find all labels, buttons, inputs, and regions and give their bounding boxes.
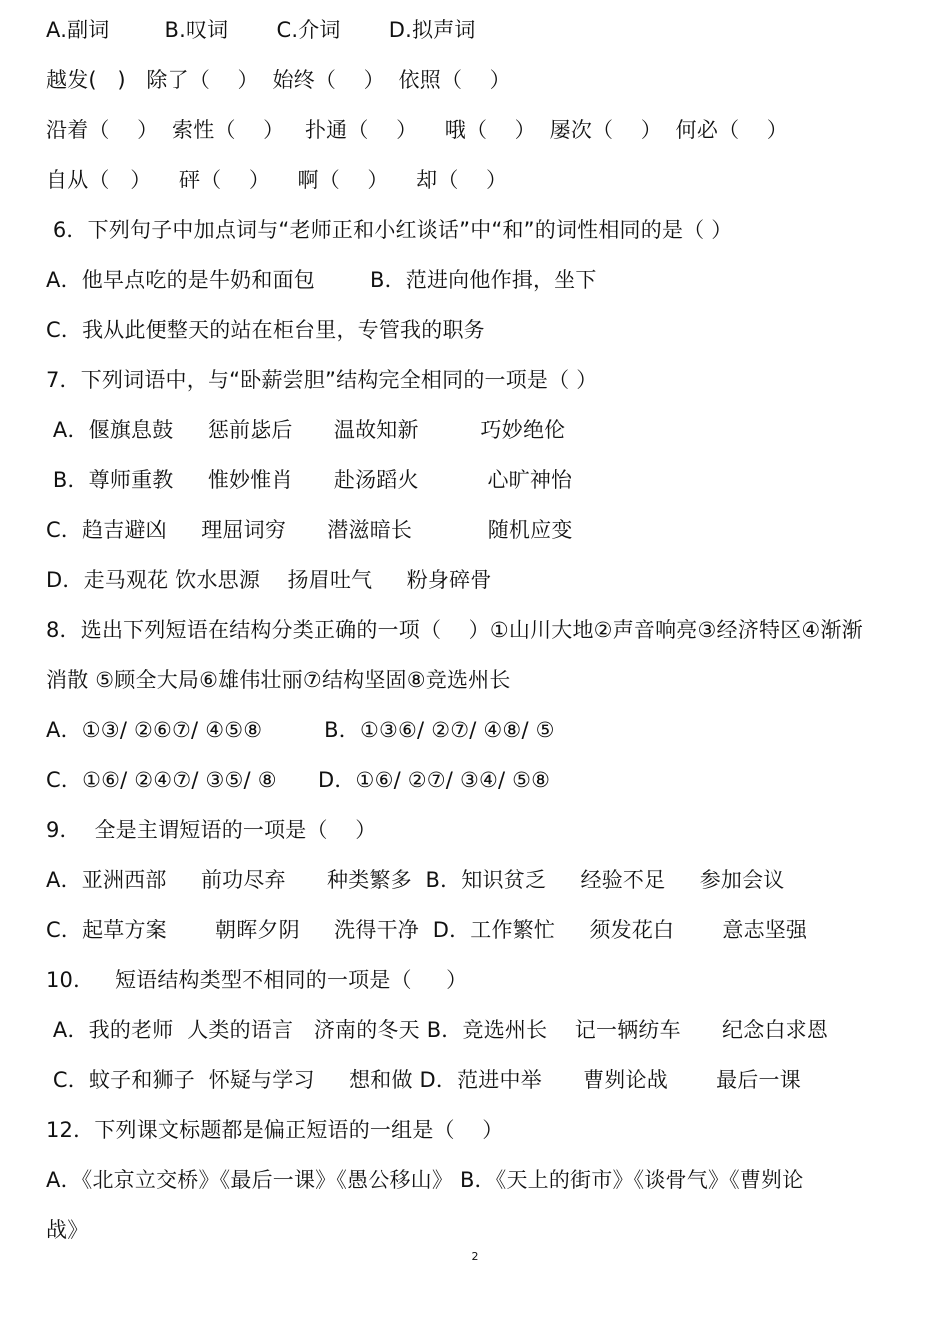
question-6-option-c: C．我从此便整天的站在柜台里，专管我的职务 — [46, 318, 485, 342]
question-7-option-d: D．走马观花 饮水思源 扬眉吐气 粉身碎骨 — [46, 568, 492, 592]
word-blank-row-1: 越发( ) 除了（ ） 始终（ ） 依照（ ） — [46, 68, 511, 92]
question-6-options-ab: A．他早点吃的是牛奶和面包 B．范进向他作揖，坐下 — [46, 268, 597, 292]
question-8-options-cd: C．①⑥/ ②④⑦/ ③⑤/ ⑧ D．①⑥/ ②⑦/ ③④/ ⑤⑧ — [46, 768, 551, 792]
page-number: 2 — [471, 1250, 479, 1263]
question-7-option-c: C．趋吉避凶 理屈词穷 潜滋暗长 随机应变 — [46, 518, 573, 542]
question-6: 6．下列句子中加点词与“老师正和小红谈话”中“和”的词性相同的是（ ） — [46, 218, 733, 242]
question-12: 12．下列课文标题都是偏正短语的一组是（ ） — [46, 1118, 504, 1142]
question-9-options-cd: C．起草方案 朝晖夕阴 洗得干净 D．工作繁忙 须发花白 意志坚强 — [46, 918, 808, 942]
question-7-option-b: B．尊师重教 惟妙惟肖 赴汤蹈火 心旷神怡 — [46, 468, 573, 492]
question-10: 10． 短语结构类型不相同的一项是（ ） — [46, 968, 468, 992]
answer-options-word-classes: A.副词 B.叹词 C.介词 D.拟声词 — [46, 18, 476, 42]
word-blank-row-3: 自从（ ） 砰（ ） 啊（ ） 却（ ） — [46, 168, 508, 192]
question-12-options-ab: A．《北京立交桥》《最后一课》《愚公移山》 B．《天上的街市》《谈骨气》《曹刿论 — [46, 1168, 804, 1192]
question-10-options-cd: C．蚊子和狮子 怀疑与学习 想和做 D．范进中举 曹刿论战 最后一课 — [46, 1068, 801, 1092]
question-10-options-ab: A．我的老师 人类的语言 济南的冬天 B．竞选州长 记一辆纺车 纪念白求恩 — [46, 1018, 829, 1042]
question-8: 8．选出下列短语在结构分类正确的一项（ ）①山川大地②声音响亮③经济特区④渐渐 — [46, 618, 863, 642]
question-8-options-ab: A．①③/ ②⑥⑦/ ④⑤⑧ B．①③⑥/ ②⑦/ ④⑧/ ⑤ — [46, 718, 555, 742]
question-7-option-a: A．偃旗息鼓 惩前毖后 温故知新 巧妙绝伦 — [46, 418, 566, 442]
question-8-continued: 消散 ⑤顾全大局⑥雄伟壮丽⑦结构坚固⑧竞选州长 — [46, 668, 511, 692]
question-9: 9． 全是主谓短语的一项是（ ） — [46, 818, 377, 842]
question-12-options-continued: 战》 — [46, 1218, 89, 1242]
question-9-options-ab: A．亚洲西部 前功尽弃 种类繁多 B．知识贫乏 经验不足 参加会议 — [46, 868, 785, 892]
word-blank-row-2: 沿着（ ） 索性（ ） 扑通（ ） 哦（ ） 屡次（ ） 何必（ ） — [46, 118, 788, 142]
question-7: 7．下列词语中，与“卧薪尝胆”结构完全相同的一项是（ ） — [46, 368, 598, 392]
